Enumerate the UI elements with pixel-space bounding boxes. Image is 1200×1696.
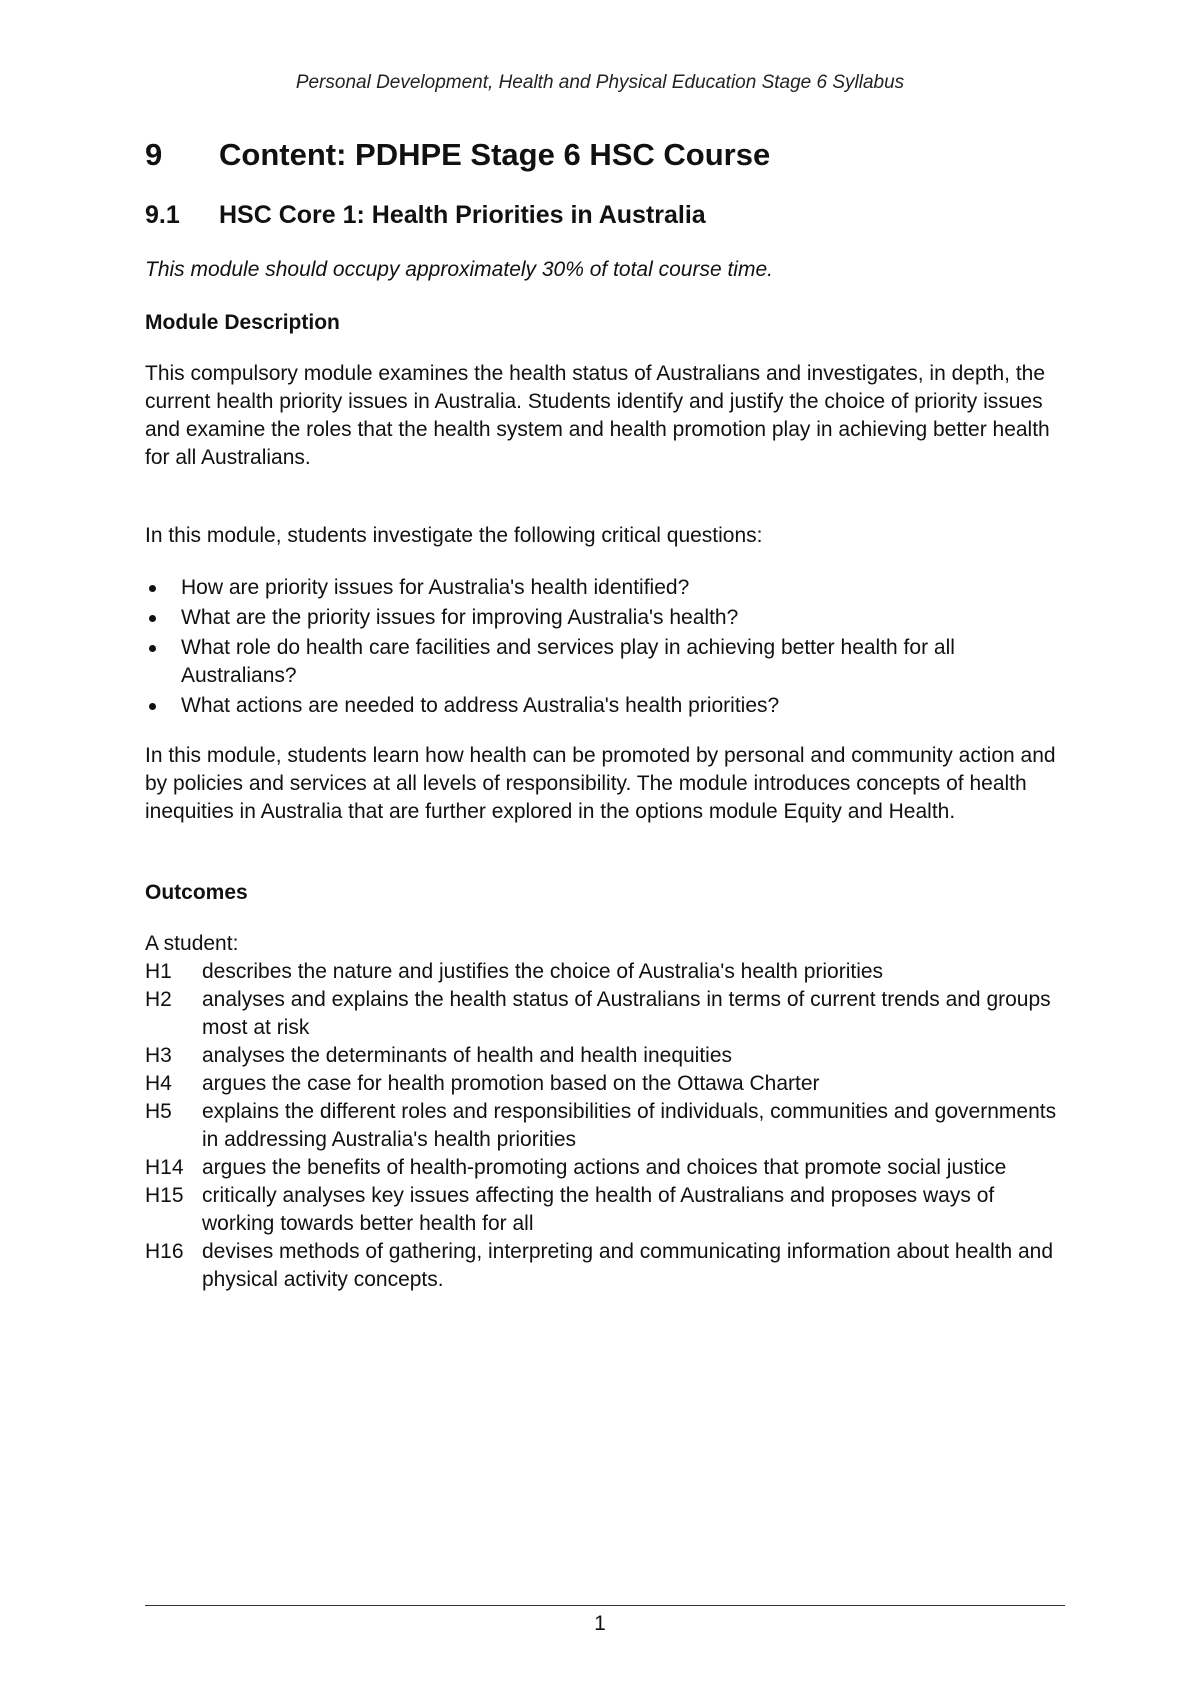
outcome-row (145, 1070, 1065, 1098)
bullet-icon (149, 585, 156, 592)
outcome-row (145, 1182, 1065, 1238)
outcome-code: H14 (145, 1156, 184, 1179)
footer-divider (145, 1605, 1065, 1606)
running-header: Personal Development, Health and Physical Education Stage 6 Syllabus (295, 72, 905, 93)
outcome-row (145, 1042, 1065, 1070)
subsection-heading (145, 185, 1065, 245)
outcome-code: H1 (145, 960, 172, 983)
outcome-code: H2 (145, 988, 172, 1011)
question-text: What actions are needed to address Australia's health priorities? (181, 694, 780, 717)
list-item (145, 634, 1065, 690)
outcome-text: devises methods of gathering, interpreting and communicating information about health and physical activity concepts. (202, 1240, 1054, 1291)
critical-questions-list (145, 574, 1065, 720)
time-note: This module should occupy approximately 30% of total course time. (145, 258, 773, 281)
question-text: How are priority issues for Australia's health identified? (181, 576, 690, 599)
outcome-row (145, 1098, 1065, 1154)
outcome-code: H4 (145, 1072, 172, 1095)
outcome-row (145, 1154, 1065, 1182)
subsection-number: 9.1 (145, 200, 180, 229)
outcomes-list (145, 958, 1065, 1294)
outcome-row (145, 958, 1065, 986)
outcome-row (145, 986, 1065, 1042)
questions-intro: In this module, students investigate the following critical questions: (145, 524, 763, 547)
outcomes-intro: A student: (145, 932, 239, 955)
bullet-icon (149, 703, 156, 710)
outcome-code: H3 (145, 1044, 172, 1067)
outcomes-heading: Outcomes (145, 881, 248, 904)
page-content (145, 125, 1065, 1294)
list-item (145, 574, 1065, 602)
outcome-code: H15 (145, 1184, 184, 1207)
subsection-title: HSC Core 1: Health Priorities in Australia (219, 200, 706, 229)
bullet-icon (149, 645, 156, 652)
module-description-heading: Module Description (145, 311, 340, 334)
page-number: 1 (594, 1612, 606, 1635)
section-number: 9 (145, 137, 163, 172)
list-item (145, 604, 1065, 632)
section-title: Content: PDHPE Stage 6 HSC Course (219, 137, 771, 172)
outcome-text: explains the different roles and responsibilities of individuals, communities and governments in addressing Australia's health priorities (202, 1100, 1057, 1151)
closing-paragraph: In this module, students learn how health can be promoted by personal and community action and by policies and services at all levels of responsibility. The module introduces concepts of health inequities in Australia that are further explored in the options module Equity and Health. (145, 744, 1056, 823)
question-text: What are the priority issues for improving Australia's health? (181, 606, 739, 629)
outcome-row (145, 1238, 1065, 1294)
outcome-text: argues the case for health promotion based on the Ottawa Charter (202, 1072, 820, 1095)
list-item (145, 692, 1065, 720)
outcome-text: critically analyses key issues affecting the health of Australians and proposes ways of working towards better health for all (202, 1184, 995, 1235)
outcome-text: analyses the determinants of health and health inequities (202, 1044, 733, 1067)
module-description-paragraph: This compulsory module examines the health status of Australians and investigates, in depth, the current health priority issues in Australia. Students identify and justify the choice of priority issues and examine the roles that the health system and health promotion play in achieving better health for all Australians. (145, 362, 1050, 469)
outcome-text: argues the benefits of health-promoting actions and choices that promote social justice (202, 1156, 1007, 1179)
section-heading (145, 125, 1065, 185)
outcome-text: describes the nature and justifies the choice of Australia's health priorities (202, 960, 884, 983)
bullet-icon (149, 615, 156, 622)
question-text: What role do health care facilities and services play in achieving better health for all Australians? (181, 636, 955, 687)
outcome-code: H5 (145, 1100, 172, 1123)
outcome-code: H16 (145, 1240, 184, 1263)
outcome-text: analyses and explains the health status of Australians in terms of current trends and groups most at risk (202, 988, 1051, 1039)
